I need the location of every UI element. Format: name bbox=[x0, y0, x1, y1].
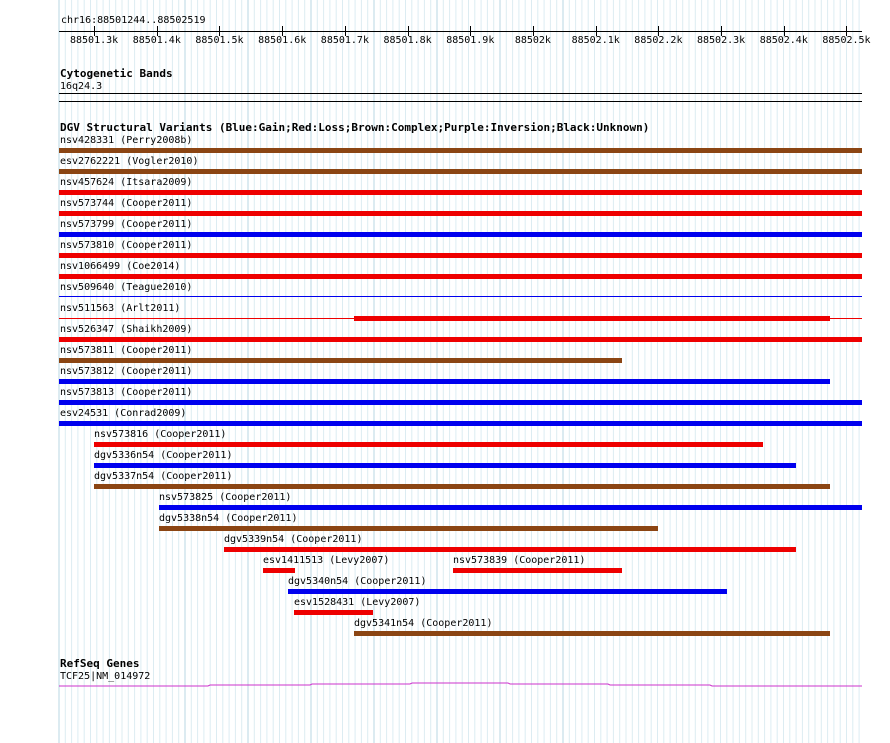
variant-bar[interactable] bbox=[59, 379, 830, 384]
cytoband-top-line bbox=[59, 93, 862, 94]
variant-bar[interactable] bbox=[294, 610, 373, 615]
variant-label[interactable]: esv1411513 (Levy2007) bbox=[263, 555, 390, 566]
ruler-tick-label: 88502.4k bbox=[759, 35, 808, 46]
ruler-tick-label: 88502.2k bbox=[634, 35, 683, 46]
refseq-track-title[interactable]: RefSeq Genes bbox=[60, 657, 140, 670]
variant-label[interactable]: nsv573812 (Cooper2011) bbox=[60, 366, 193, 377]
variant-label[interactable]: nsv573811 (Cooper2011) bbox=[60, 345, 193, 356]
variant-bar[interactable] bbox=[59, 190, 862, 195]
variant-label[interactable]: nsv511563 (Arlt2011) bbox=[60, 303, 181, 314]
variant-bar[interactable] bbox=[94, 463, 796, 468]
ruler-tick-label: 88501.6k bbox=[258, 35, 307, 46]
ruler-axis bbox=[59, 31, 862, 32]
variant-bar[interactable] bbox=[59, 274, 862, 279]
variant-label[interactable]: dgv5337n54 (Cooper2011) bbox=[94, 471, 233, 482]
ruler-tick-label: 88501.9k bbox=[446, 35, 495, 46]
variant-label[interactable]: nsv573816 (Cooper2011) bbox=[94, 429, 227, 440]
variant-bar[interactable] bbox=[94, 484, 830, 489]
variant-label[interactable]: nsv573810 (Cooper2011) bbox=[60, 240, 193, 251]
variant-bar[interactable] bbox=[59, 148, 862, 153]
variant-bar[interactable] bbox=[453, 568, 622, 573]
variant-bar[interactable] bbox=[159, 505, 862, 510]
ruler-tick-label: 88501.3k bbox=[70, 35, 119, 46]
variant-bar[interactable] bbox=[59, 232, 862, 237]
variant-bar[interactable] bbox=[59, 358, 622, 363]
variant-bar[interactable] bbox=[59, 169, 862, 174]
variant-label[interactable]: nsv573744 (Cooper2011) bbox=[60, 198, 193, 209]
cytoband-track-title[interactable]: Cytogenetic Bands bbox=[60, 67, 173, 80]
variant-label[interactable]: nsv428331 (Perry2008b) bbox=[60, 135, 193, 146]
variant-bar[interactable] bbox=[59, 421, 862, 426]
refseq-gene-label[interactable]: TCF25|NM_014972 bbox=[60, 671, 151, 682]
ruler-tick-label: 88502.1k bbox=[571, 35, 620, 46]
variant-bar[interactable] bbox=[224, 547, 796, 552]
cytoband-bottom-line bbox=[59, 101, 862, 102]
refseq-gene-line[interactable] bbox=[0, 678, 890, 692]
variant-bar[interactable] bbox=[59, 400, 862, 405]
ruler-tick-label: 88502.3k bbox=[697, 35, 746, 46]
variant-bar[interactable] bbox=[263, 568, 295, 573]
variant-bar[interactable] bbox=[59, 211, 862, 216]
variant-bar[interactable] bbox=[59, 296, 862, 297]
variant-label[interactable]: dgv5339n54 (Cooper2011) bbox=[224, 534, 363, 545]
variant-label[interactable]: dgv5338n54 (Cooper2011) bbox=[159, 513, 298, 524]
variant-bar[interactable] bbox=[354, 316, 830, 321]
variant-bar[interactable] bbox=[288, 589, 727, 594]
variant-label[interactable]: nsv1066499 (Coe2014) bbox=[60, 261, 181, 272]
variant-label[interactable]: nsv526347 (Shaikh2009) bbox=[60, 324, 193, 335]
variant-label[interactable]: esv2762221 (Vogler2010) bbox=[60, 156, 199, 167]
ruler-tick-label: 88501.7k bbox=[320, 35, 369, 46]
dgv-track-title[interactable]: DGV Structural Variants (Blue:Gain;Red:Loss;Brown:Complex;Purple:Inversion;Black:Unknown) bbox=[60, 121, 650, 134]
location-label: chr16:88501244..88502519 bbox=[61, 15, 206, 26]
ruler-tick-label: 88501.4k bbox=[132, 35, 181, 46]
variant-bar[interactable] bbox=[159, 526, 658, 531]
variant-bar[interactable] bbox=[94, 442, 763, 447]
variant-label[interactable]: nsv509640 (Teague2010) bbox=[60, 282, 193, 293]
variant-label[interactable]: nsv457624 (Itsara2009) bbox=[60, 177, 193, 188]
variant-label[interactable]: esv24531 (Conrad2009) bbox=[60, 408, 187, 419]
variant-label[interactable]: nsv573813 (Cooper2011) bbox=[60, 387, 193, 398]
variant-label[interactable]: nsv573825 (Cooper2011) bbox=[159, 492, 292, 503]
ruler-tick-label: 88502.5k bbox=[822, 35, 871, 46]
variant-bar[interactable] bbox=[59, 337, 862, 342]
variant-label[interactable]: dgv5340n54 (Cooper2011) bbox=[288, 576, 427, 587]
variant-label[interactable]: dgv5336n54 (Cooper2011) bbox=[94, 450, 233, 461]
variant-label[interactable]: esv1528431 (Levy2007) bbox=[294, 597, 421, 608]
variant-bar[interactable] bbox=[354, 631, 830, 636]
cytoband-label: 16q24.3 bbox=[60, 81, 103, 92]
variant-label[interactable]: nsv573799 (Cooper2011) bbox=[60, 219, 193, 230]
variant-label[interactable]: nsv573839 (Cooper2011) bbox=[453, 555, 586, 566]
variant-bar[interactable] bbox=[59, 253, 862, 258]
ruler-tick-label: 88501.5k bbox=[195, 35, 244, 46]
ruler-tick-label: 88502k bbox=[514, 35, 551, 46]
variant-label[interactable]: dgv5341n54 (Cooper2011) bbox=[354, 618, 493, 629]
ruler-tick-label: 88501.8k bbox=[383, 35, 432, 46]
